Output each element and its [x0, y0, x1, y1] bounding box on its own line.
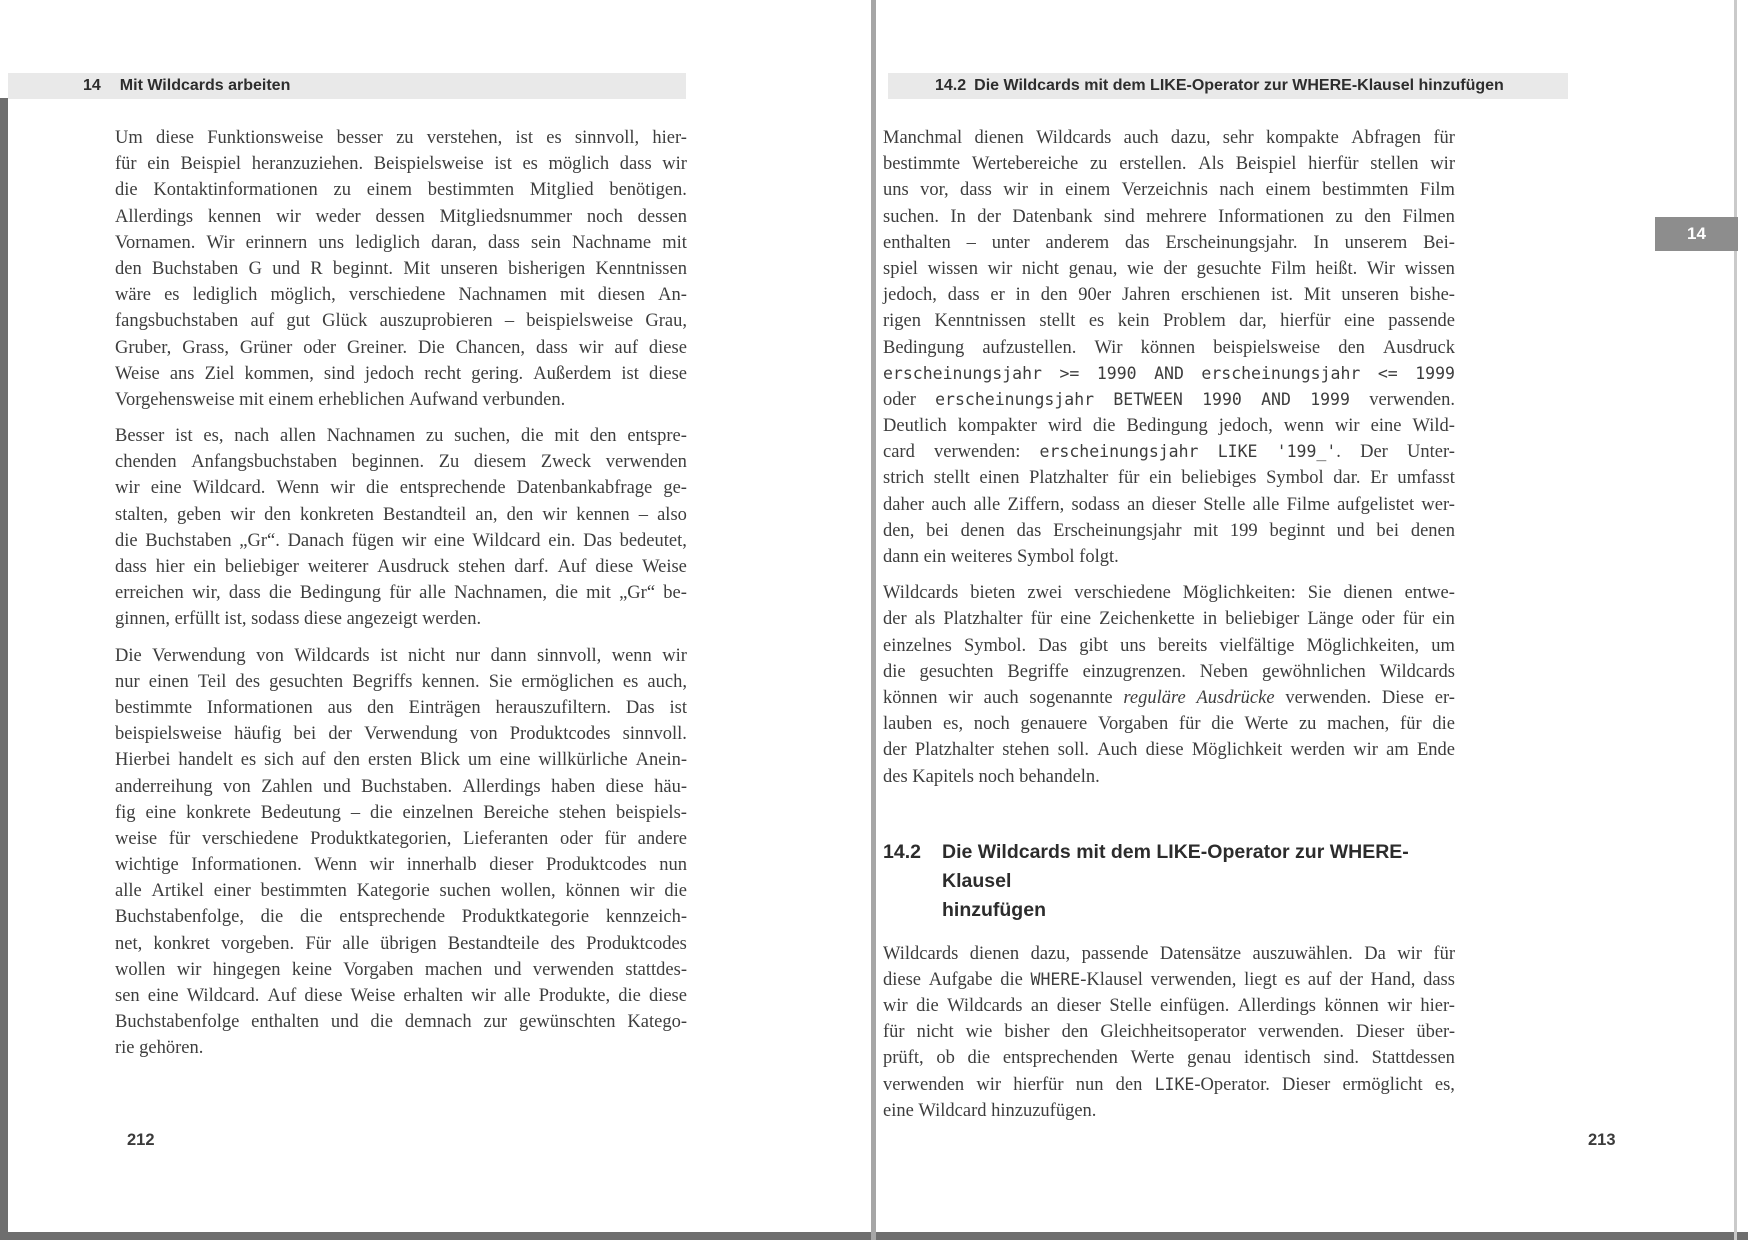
text-line: enthalten – unter anderem das Erscheinungsjahr. In unserem Bei- [883, 232, 1455, 253]
section-heading [883, 838, 1455, 925]
text-line: erreichen wir, dass die Bedingung für alle Nachnamen, die mit „Gr“ be- [115, 583, 687, 604]
text-line: jedoch, dass er in den 90er Jahren erschienen ist. Mit unseren bishe- [883, 285, 1455, 306]
text-line: chenden Anfangsbuchstaben beginnen. Zu diesem Zweck verwenden [115, 452, 687, 473]
text-line: fig eine konkrete Bedeutung – die einzelnen Bereiche stehen beispiels- [115, 802, 687, 823]
text-line: beispielsweise häufig bei der Verwendung von Produktcodes sinnvoll. [115, 724, 687, 745]
text-line: verwenden wir hierfür nun den LIKE-Operator. Dieser ermöglicht es, [883, 1074, 1455, 1095]
page-number-right: 213 [1588, 1131, 1616, 1149]
running-head-right [888, 73, 1568, 99]
right-page-text-column [883, 125, 1455, 1124]
text-line: Manchmal dienen Wildcards auch dazu, sehr kompakte Abfragen für [883, 128, 1455, 148]
text-line: rigen Kenntnissen stellt es kein Problem dar, hierfür eine passende [883, 311, 1455, 332]
text-line: diese Aufgabe die WHERE-Klausel verwenden, liegt es auf der Hand, dass [883, 969, 1455, 990]
text-line: Hierbei handelt es sich auf den ersten Blick um eine willkürliche Anein- [115, 750, 687, 771]
text-line: die gesuchten Begriffe einzugrenzen. Neben gewöhnlichen Wildcards [883, 661, 1455, 682]
text-line: Wildcards bieten zwei verschiedene Möglichkeiten: Sie dienen entwe- [883, 583, 1455, 604]
chapter-thumb-tab [1655, 217, 1738, 251]
left-page-text-column [115, 125, 687, 1062]
section-heading-text [942, 838, 1455, 925]
text-line: Deutlich kompakter wird die Bedingung jedoch, wenn wir eine Wild- [883, 416, 1455, 437]
text-line: die Buchstaben „Gr“. Danach fügen wir eine Wildcard ein. Das bedeutet, [115, 530, 687, 551]
text-line: eine Wildcard hinzuzufügen. [883, 1100, 1097, 1121]
text-line: dass hier ein beliebiger weiterer Ausdruck stehen darf. Auf diese Weise [115, 557, 687, 577]
text-line: ginnen, erfüllt ist, sodass diese angezeigt werden. [115, 609, 482, 630]
running-head-left [8, 73, 686, 99]
text-line: strich stellt einen Platzhalter für ein beliebiges Symbol dar. Er umfasst [883, 468, 1455, 489]
text-line: daher auch alle Ziffern, sodass an dieser Stelle alle Filme aufgelistet wer- [883, 494, 1455, 515]
paragraph-host-right-before [883, 125, 1455, 790]
text-line: prüft, ob die entsprechenden Werte genau identisch sind. Stattdessen [883, 1048, 1455, 1069]
text-line: Allerdings kennen wir weder dessen Mitgliedsnummer noch dessen [115, 206, 687, 227]
paragraph-host-right-after [883, 941, 1455, 1124]
text-line: Die Verwendung von Wildcards ist nicht nur dann sinnvoll, wenn wir [115, 645, 687, 666]
page-number-left: 212 [127, 1131, 155, 1149]
text-line: sen eine Wildcard. Auf diese Weise erhalten wir alle Produkte, die diese [115, 986, 687, 1006]
section-title: Die Wildcards mit dem LIKE-Operator zur WHERE-Klausel hinzufügen [974, 77, 1504, 94]
text-line: Gruber, Grass, Grüner oder Greiner. Die Chancen, dass wir auf diese [115, 337, 687, 358]
text-line: der Platzhalter stehen soll. Auch diese Möglichkeit werden wir am Ende [883, 740, 1455, 761]
text-line: spiel wissen wir nicht genau, wie der gesuchte Film heißt. Wir wissen [883, 258, 1455, 279]
text-line: Bedingung aufzustellen. Wir können beispielsweise den Ausdruck [883, 337, 1455, 358]
text-line: des Kapitels noch behandeln. [883, 766, 1100, 787]
text-line: für nicht wie bisher den Gleichheitsoperator verwenden. Dieser über- [883, 1022, 1455, 1043]
text-line: Um diese Funktionsweise besser zu verstehen, ist es sinnvoll, hier- [115, 128, 687, 148]
text-line: oder erscheinungsjahr BETWEEN 1990 AND 1999 verwenden. [883, 389, 1455, 410]
text-line: wichtige Informationen. Wenn wir innerhalb dieser Produktcodes nun [115, 855, 687, 876]
paragraph [115, 125, 687, 413]
text-line: wollen wir hingegen keine Vorgaben machen und verwenden stattdes- [115, 959, 687, 980]
paragraph [115, 423, 687, 633]
text-line: den Buchstaben G und R beginnt. Mit unseren bisherigen Kenntnissen [115, 258, 687, 279]
text-line: lauben es, noch genauere Vorgaben für die Werte zu machen, für die [883, 714, 1455, 735]
text-line: fangsbuchstaben auf gut Glück auszuprobieren – beispielsweise Grau, [115, 311, 687, 332]
paragraph [883, 941, 1455, 1124]
left-page-edge [0, 98, 8, 1240]
text-line: net, konkret vorgeben. Für alle übrigen Bestandteile des Produktcodes [115, 933, 687, 954]
text-line: Wildcards dienen dazu, passende Datensätze auszuwählen. Da wir für [883, 943, 1455, 964]
text-line: Buchstabenfolge enthalten und die demnach zur gewünschten Katego- [115, 1012, 687, 1033]
text-line: nur einen Teil des gesuchten Begriffs kennen. Sie ermöglichen es auch, [115, 671, 687, 692]
text-line: der als Platzhalter für eine Zeichenkette in beliebiger Länge oder für ein [883, 609, 1455, 630]
section-number: 14.2 [935, 77, 967, 94]
text-line: uns vor, dass wir in einem Verzeichnis nach einem bestimmten Film [883, 180, 1455, 201]
paragraph-host-left [115, 125, 687, 1062]
text-line: card verwenden: erscheinungsjahr LIKE '199_'. Der Unter- [883, 442, 1455, 463]
text-line: wäre es lediglich möglich, verschiedene Nachnamen mit diesen An- [115, 285, 687, 306]
text-line: stalten, geben wir den konkreten Bestandteil an, den wir kennen – also [115, 504, 687, 525]
text-line: wir die Wildcards an dieser Stelle einfügen. Allerdings können wir hier- [883, 996, 1455, 1017]
text-line: bestimmte Wertebereiche zu erstellen. Als Beispiel hierfür stellen wir [883, 154, 1455, 175]
text-line: alle Artikel einer bestimmten Kategorie suchen wollen, können wir die [115, 881, 687, 902]
text-line: Weise ans Ziel kommen, sind jedoch recht gering. Außerdem ist diese [115, 363, 687, 384]
section-heading-line: hinzufügen [942, 898, 1046, 921]
text-line: erscheinungsjahr >= 1990 AND erscheinungsjahr <= 1999 [883, 363, 1455, 383]
text-line: Vornamen. Wir erinnern uns lediglich daran, dass sein Nachname mit [115, 232, 687, 253]
text-line: suchen. In der Datenbank sind mehrere Informationen zu den Filmen [883, 206, 1455, 227]
text-line: Buchstabenfolge, die die entsprechende Produktkategorie kennzeich- [115, 907, 687, 928]
chapter-title: Mit Wildcards arbeiten [119, 77, 291, 94]
chapter-tab-label: 14 [1687, 224, 1706, 243]
text-line: wir eine Wildcard. Wenn wir die entsprechende Datenbankabfrage ge- [115, 478, 687, 499]
text-line: bestimmte Informationen aus den Einträgen herauszufiltern. Das ist [115, 697, 687, 718]
paragraph [883, 125, 1455, 570]
text-line: dann ein weiteres Symbol folgt. [883, 547, 1119, 567]
page-gutter-divider [871, 0, 876, 1240]
section-heading-number: 14.2 [883, 840, 921, 863]
text-line: Besser ist es, nach allen Nachnamen zu suchen, die mit den entspre- [115, 426, 687, 447]
text-line: den, bei denen das Erscheinungsjahr mit 199 beginnt und bei denen [883, 520, 1455, 541]
text-line: rie gehören. [115, 1038, 204, 1059]
section-heading-line: Die Wildcards mit dem LIKE-Operator zur WHERE-Klausel [942, 840, 1409, 892]
text-line: können wir auch sogenannte reguläre Ausdrücke verwenden. Diese er- [883, 687, 1455, 708]
chapter-number: 14 [83, 77, 101, 94]
text-line: weise für verschiedene Produktkategorien, Lieferanten oder für andere [115, 828, 687, 849]
text-line: Vorgehensweise mit einem erheblichen Aufwand verbunden. [115, 389, 566, 410]
text-line: für ein Beispiel heranzuziehen. Beispielsweise ist es möglich dass wir [115, 154, 687, 175]
text-line: anderreihung von Zahlen und Buchstaben. Allerdings haben diese häu- [115, 776, 687, 797]
paragraph [115, 643, 687, 1062]
text-line: einzelnes Symbol. Das gibt uns bereits vielfältige Möglichkeiten, um [883, 635, 1455, 656]
text-line: die Kontaktinformationen zu einem bestimmten Mitglied benötigen. [115, 180, 687, 201]
right-page-edge [1734, 0, 1737, 1240]
paragraph [883, 580, 1455, 790]
